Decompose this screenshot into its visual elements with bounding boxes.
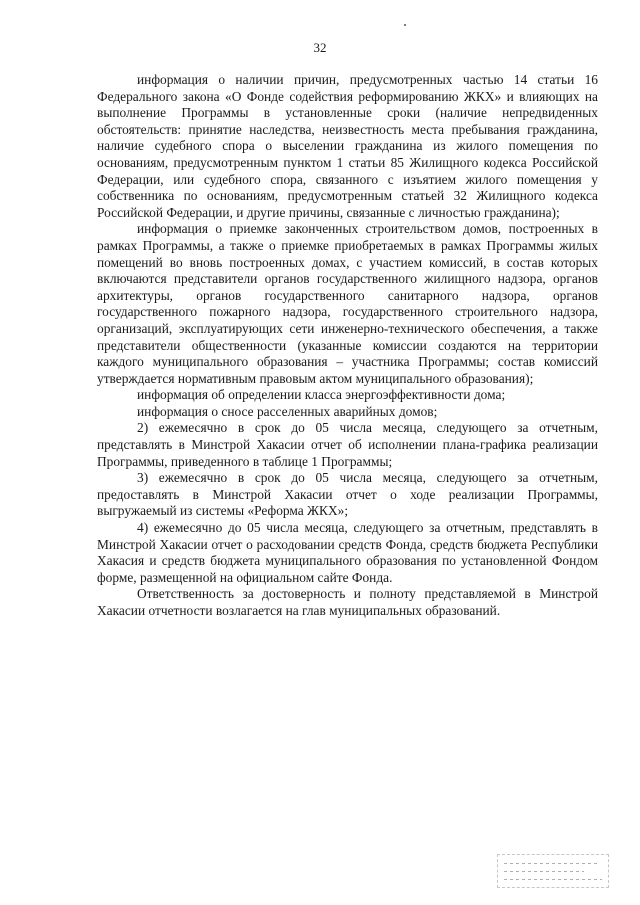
document-body [97, 72, 598, 620]
page-number: 32 [313, 40, 327, 55]
paragraph-item-2: 2) ежемесячно в срок до 05 числа месяца, следующего за отчетным, представлять в Минстрой Хакасии отчет об исполнении плана-графика реализации Программы, приведенного в таблице 1 Программы; [97, 420, 598, 469]
paragraph-responsibility: Ответственность за достоверность и полноту представляемой в Минстрой Хакасии отчетности возлагается на глав муниципальных образований. [97, 586, 598, 618]
scan-dot-mark [404, 24, 406, 26]
paragraph-acceptance-info: информация о приемке законченных строительством домов, построенных в рамках Программы, а также о приемке приобретаемых в рамках Программы жилых помещений во вновь построенных домах, с участием комиссий, в состав которых включаются представители органов государственного жилищного надзора, органов архитектуры, органов государственного санитарного надзора, органов государственного пожарного надзора, государственного строительного надзора, организаций, эксплуатирующих сети инженерно-технического обеспечения, а также представители общественности (указанные комиссии создаются на территории каждого муниципального образования – участника Программы; состав комиссий утверждается нормативным правовым актом муниципального образования); [97, 221, 598, 386]
paragraph-item-4: 4) ежемесячно до 05 числа месяца, следующего за отчетным, представлять в Минстрой Хакасии отчет о расходовании средств Фонда, средств бюджета Республики Хакасия и средств бюджета муниципального образования по установленной Фондом форме, размещенной на официальном сайте Фонда. [97, 520, 598, 585]
paragraph-energy-class-info: информация об определении класса энергоэффективности дома; [137, 387, 506, 403]
paragraph-demolition-info: информация о сносе расселенных аварийных домов; [137, 403, 438, 419]
paragraph-reasons-info: информация о наличии причин, предусмотренных частью 14 статьи 16 Федерального закона «О Фонде содействия реформированию ЖКХ» и влияющих на выполнение Программы в установленные сроки (наличие непредвиденных обстоятельств: принятие наследства, неизвестность места пребывания гражданина, наличие судебного спора о выселении гражданина из жилого помещения по основаниям, предусмотренным пунктом 1 статьи 85 Жилищного кодекса Российской Федерации, или судебного спора, связанного с изъятием жилого помещения у собственника по основаниям, предусмотренным статьей 32 Жилищного кодекса Российской Федерации, и другие причины, связанные с личностью гражданина); [97, 72, 598, 220]
paragraph-item-3: 3) ежемесячно в срок до 05 числа месяца, следующего за отчетным, предоставлять в Минстрой Хакасии отчет о ходе реализации Программы, выгружаемый из системы «Реформа ЖКХ»; [97, 470, 598, 519]
registration-stamp [497, 854, 609, 888]
